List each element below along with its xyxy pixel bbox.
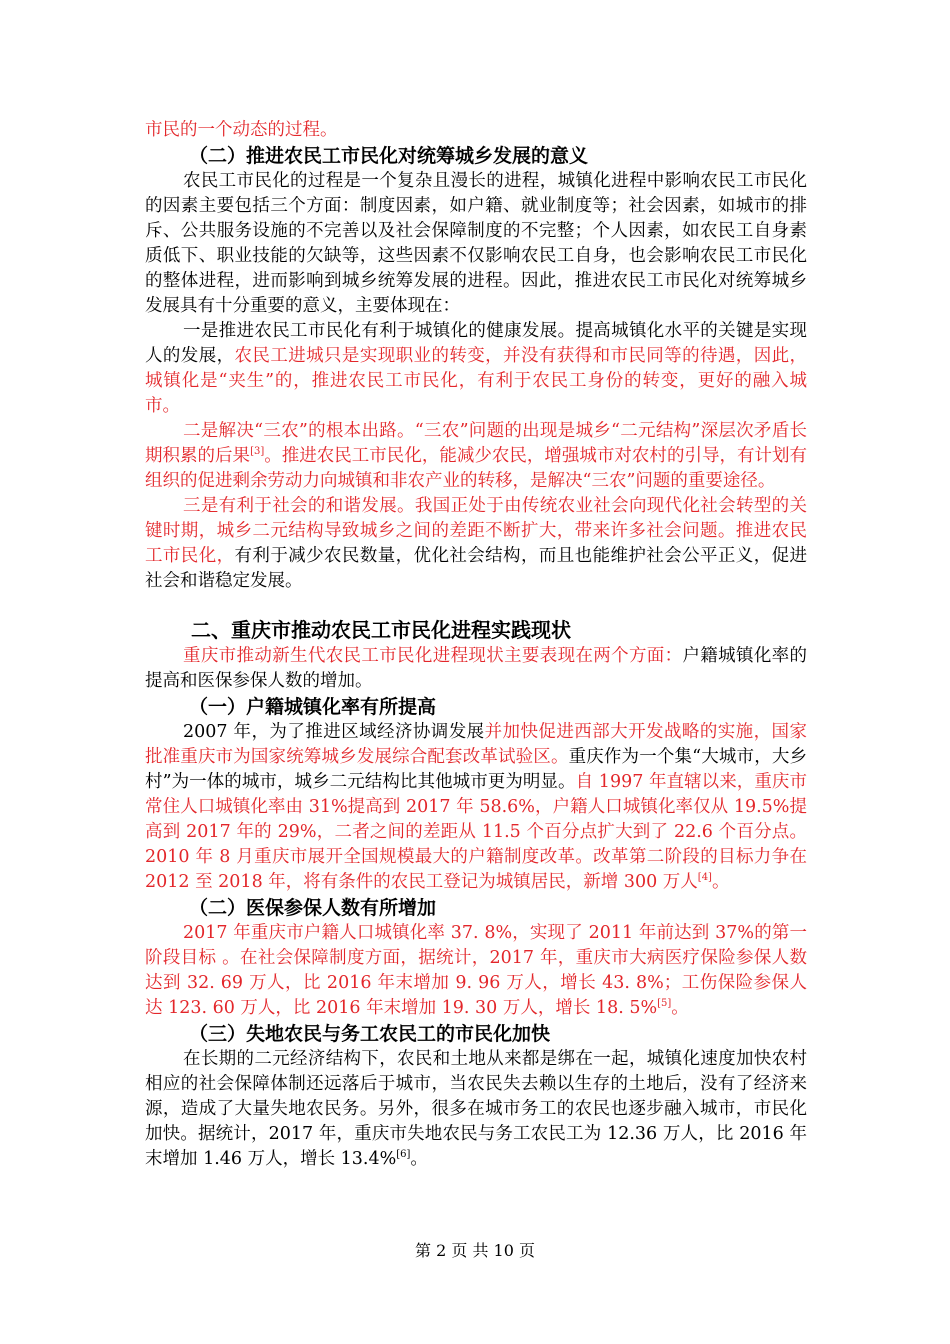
point-1-red: 农民工进城只是实现职业的转变，并没有获得和市民同等的待遇，因此，城镇化是“夹生”的，推进农民工市民化，有利于农民工身份的转变，更好的融入城市。 — [145, 346, 807, 416]
heading-subsection-2: （二）医保参保人数有所增加 — [189, 897, 437, 919]
sub1-end: 。 — [711, 872, 730, 892]
point-2-b: 。推进农民工市民化，能减少农民，增强城市对农村的引导，有计划有组织的促进剩余劳动力向城镇和非农产业的转移，是解决“三农”问题的重要途径。 — [145, 446, 808, 491]
citation-4: [4] — [697, 872, 712, 884]
sub2-end: 。 — [671, 998, 689, 1018]
paragraph-subsection-2 — [145, 921, 807, 1021]
paragraph-intro: 农民工市民化的过程是一个复杂且漫长的进程，城镇化进程中影响农民工市民化的因素主要包括三个方面：制度因素，如户籍、就业制度等；社会因素，如城市的排斥、公共服务设施的不完善以及社会保障制度的不完整；个人因素，如农民工自身素质低下、职业技能的欠缺等，这些因素不仅影响农民工自身，也会影响农民工市民化的整体进程，进而影响到城乡统筹发展的进程。因此，推进农民工市民化对统筹城乡发展具有十分重要的意义，主要体现在： — [145, 171, 807, 316]
paragraph-point-2 — [145, 419, 807, 494]
paragraph-subsection-1 — [145, 720, 807, 895]
sub3-a: 在长期的二元经济结构下，农民和土地从来都是绑在一起，城镇化速度加快农村相应的社会保障体制还远落后于城市，当农民失去赖以生存的土地后，没有了经济来源，造成了大量失地农民务。另外，很多在城市务工的农民也逐步融入城市，市民化加快。据统计，2017 年，重庆市失地农民与务工农民工为 12.36 万人，比 2016 年末增加 1.46 万人，增长 13.4% — [145, 1049, 807, 1169]
point-3-red: 三是有利于社会的和谐发展。我国正处于由传统农业社会向现代化社会转型的关键时期，城乡二元结构导致城乡之间的差距不断扩大，带来许多社会问题。推进农民工市民化， — [145, 496, 807, 566]
section-2-intro-black: 户籍城镇化率的提高和医保参保人数的增加。 — [145, 646, 807, 691]
citation-6: [6] — [396, 1149, 411, 1161]
sub1-c: 重庆作为一个集“大城市，大乡村”为一体的城市，城乡二元结构比其他城市更为明显。 — [145, 747, 808, 792]
citation-3: [3] — [250, 446, 265, 458]
heading-subsection-3: （三）失地农民与务工农民工的市民化加快 — [189, 1023, 551, 1045]
sub1-d: 自 1997 年直辖以来，重庆市常住人口城镇化率由 31%提高到 2017 年 58.6%，户籍人口城镇化率仅从 19.5%提高到 2017 年的 29%，二者之间的差距从 11.5 个百分点扩大到了 22.6 个百分点。2010 年 8 月重庆市展开全国规模最大的户籍制度改革。改革第二阶段的目标力争在 2012 至 2018 年，将有条件的农民工登记为城镇居民，新增 300 万人 — [145, 772, 807, 892]
paragraph-section-2-intro — [145, 644, 807, 694]
paragraph-point-1 — [145, 319, 807, 419]
top-fragment: 市民的一个动态的过程。 — [145, 120, 338, 140]
section-2-intro-red: 重庆市推动新生代农民工市民化进程现状主要表现在两个方面： — [183, 646, 683, 666]
heading-section-2: 二、重庆市推动农民工市民化进程实践现状 — [191, 618, 571, 642]
sub1-b: 并加快促进西部大开发战略的实施，国家批准重庆市为国家统筹城乡发展综合配套改革试验区。 — [145, 722, 807, 767]
citation-5: [5] — [657, 998, 672, 1010]
sub1-a: 2007 年，为了推进区域经济协调发展 — [183, 722, 485, 742]
sub2-a: 2017 年重庆市户籍人口城镇化率 37. 8%，实现了 2011 年前达到 37%的第一阶段目标 。在社会保障制度方面，据统计，2017 年，重庆市大病医疗保险参保人数达到 32. 69 万人，比 2016 年末增加 9. 96 万人，增长 43. 8%；工伤保险参保人达 123. 60 万人，比 2016 年末增加 19. 30 万人，增长 18. 5% — [145, 923, 807, 1018]
page-footer: 第 2 页 共 10 页 — [415, 1241, 535, 1260]
paragraph-point-3 — [145, 494, 807, 594]
document-body — [145, 118, 807, 1172]
paragraph-subsection-3 — [145, 1047, 807, 1172]
sub3-end: 。 — [410, 1149, 428, 1169]
heading-section-1-2: （二）推进农民工市民化对统筹城乡发展的意义 — [189, 145, 589, 167]
point-2-a: 二是解决“三农”的根本出路。“三农”问题的出现是城乡“二元结构”深层次矛盾长期积累的后果 — [145, 421, 807, 466]
point-1-black: 一是推进农民工市民化有利于城镇化的健康发展。提高城镇化水平的关键是实现人的发展， — [145, 321, 807, 366]
point-3-black: 有利于减少农民数量，优化社会结构，而且也能维护社会公平正义，促进社会和谐稳定发展。 — [145, 546, 807, 591]
heading-subsection-1: （一）户籍城镇化率有所提高 — [189, 696, 437, 718]
